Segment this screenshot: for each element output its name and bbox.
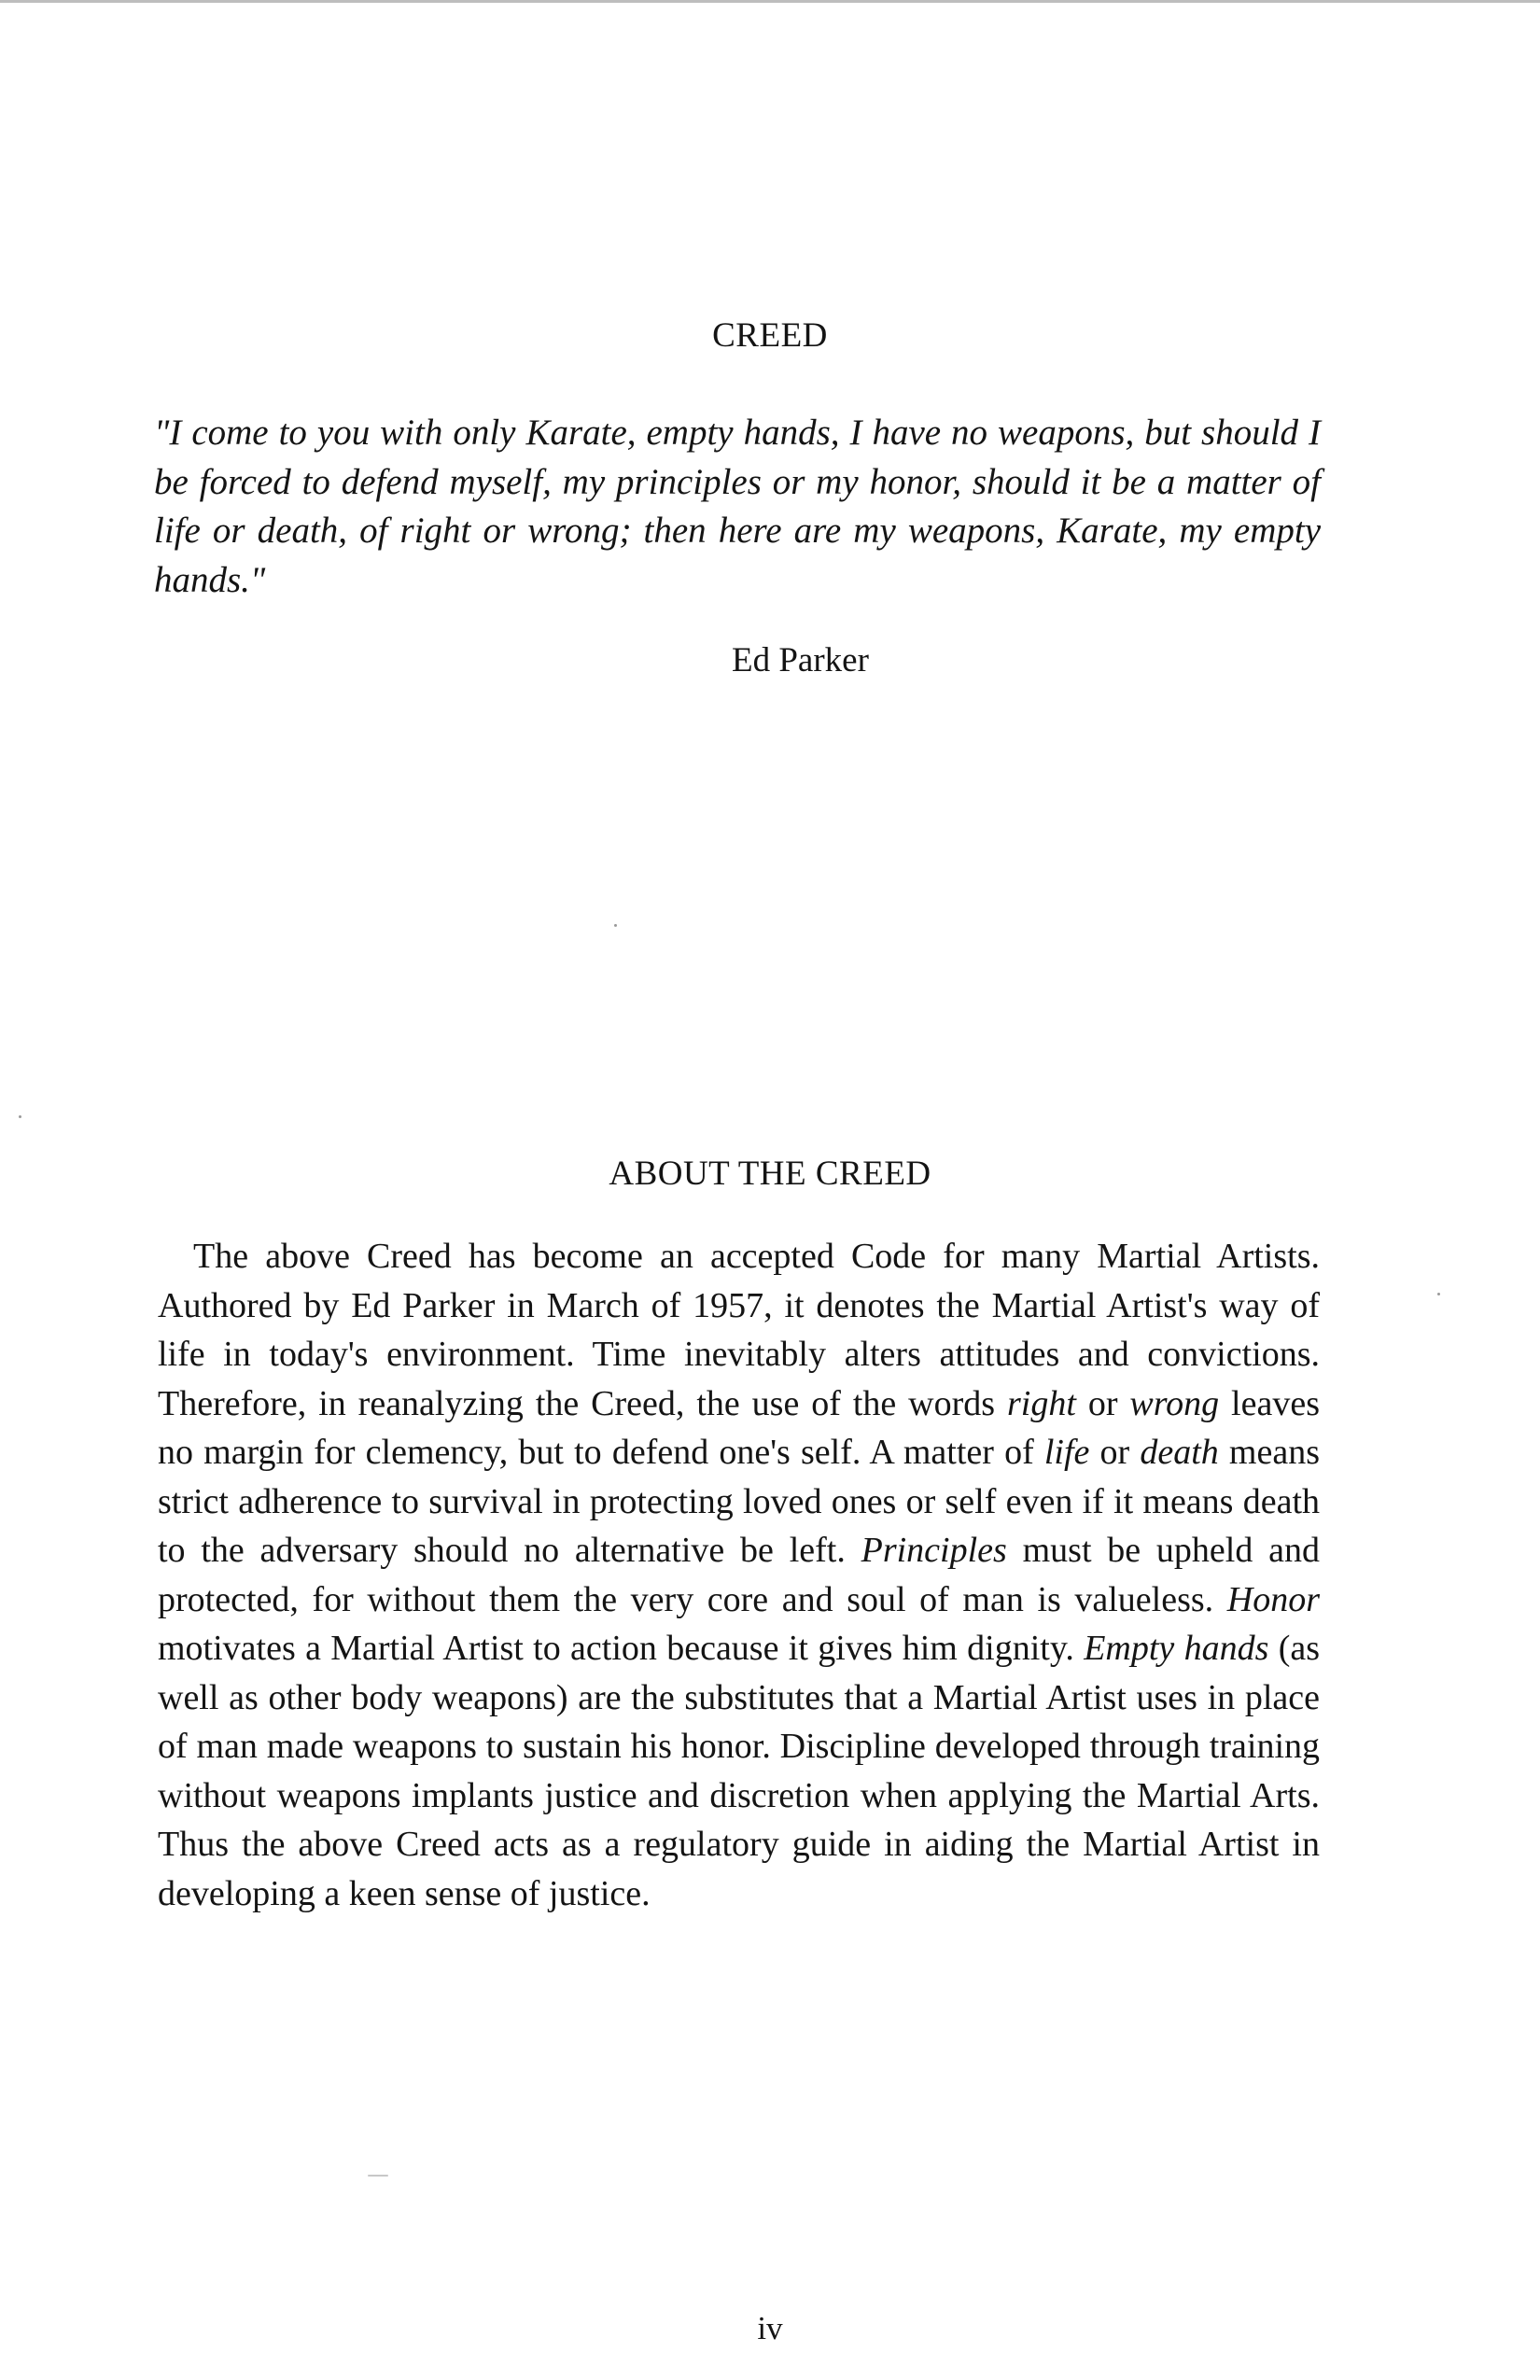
creed-heading: CREED	[712, 316, 828, 355]
scan-speck	[1437, 1293, 1440, 1295]
emphasized-term: Empty hands	[1084, 1629, 1269, 1668]
emphasized-term: Principles	[861, 1531, 1007, 1570]
scan-speck	[368, 2175, 388, 2177]
page-number: iv	[757, 2310, 783, 2346]
creed-author: Ed Parker	[732, 641, 869, 679]
body-text-segment: must be upheld and protected, for without them the very core and soul of man is valueless.	[158, 1531, 1321, 1619]
page-top-edge	[0, 0, 1540, 3]
emphasized-term: life	[1043, 1433, 1090, 1472]
about-heading: ABOUT THE CREED	[609, 1155, 931, 1193]
body-text-segment: motivates a Martial Artist to action because it gives him dignity.	[158, 1629, 1085, 1668]
scan-speck	[19, 1115, 21, 1118]
emphasized-term: wrong	[1129, 1383, 1220, 1423]
scan-speck	[614, 924, 617, 927]
body-text-segment: or	[1089, 1433, 1141, 1472]
emphasized-term: Honor	[1226, 1579, 1320, 1619]
creed-quote: "I come to you with only Karate, empty hands, I have no weapons, but should I be forced to defend myself, my principles or my honor, should it be a matter of life or death, of right or wrong; then here are my weapons, Karate, my empty hands."	[154, 413, 1321, 600]
emphasized-term: death	[1140, 1433, 1219, 1472]
body-text-segment: or	[1075, 1383, 1130, 1423]
body-text-segment: means strict adherence to survival in protecting loved ones or self even if it means death to the adversary should no alternative be left.	[158, 1433, 1321, 1570]
body-text-segment: leaves no margin for clemency, but to defend one's self. A matter of	[158, 1383, 1320, 1472]
emphasized-term: right	[1006, 1383, 1076, 1423]
about-body-paragraph	[158, 1232, 1320, 1918]
body-text-segment: The above Creed has become an accepted Code for many Martial Artists. Authored by Ed Parker in March of 1957, it denotes the Martial Artist's way of life in today's environment. Time inevitably alters attitudes and convictions. Therefore, in reanalyzing the Creed, the use of the words	[158, 1237, 1320, 1423]
body-text-segment: (as well as other body weapons) are the substitutes that a Martial Artist uses in place of man made weapons to sustain his honor. Discipline developed through training without weapons implants justice and discretion when applying the Martial Arts. Thus the above Creed acts as a regulatory guide in aiding the Martial Artist in developing a keen sense of justice.	[158, 1629, 1320, 1913]
